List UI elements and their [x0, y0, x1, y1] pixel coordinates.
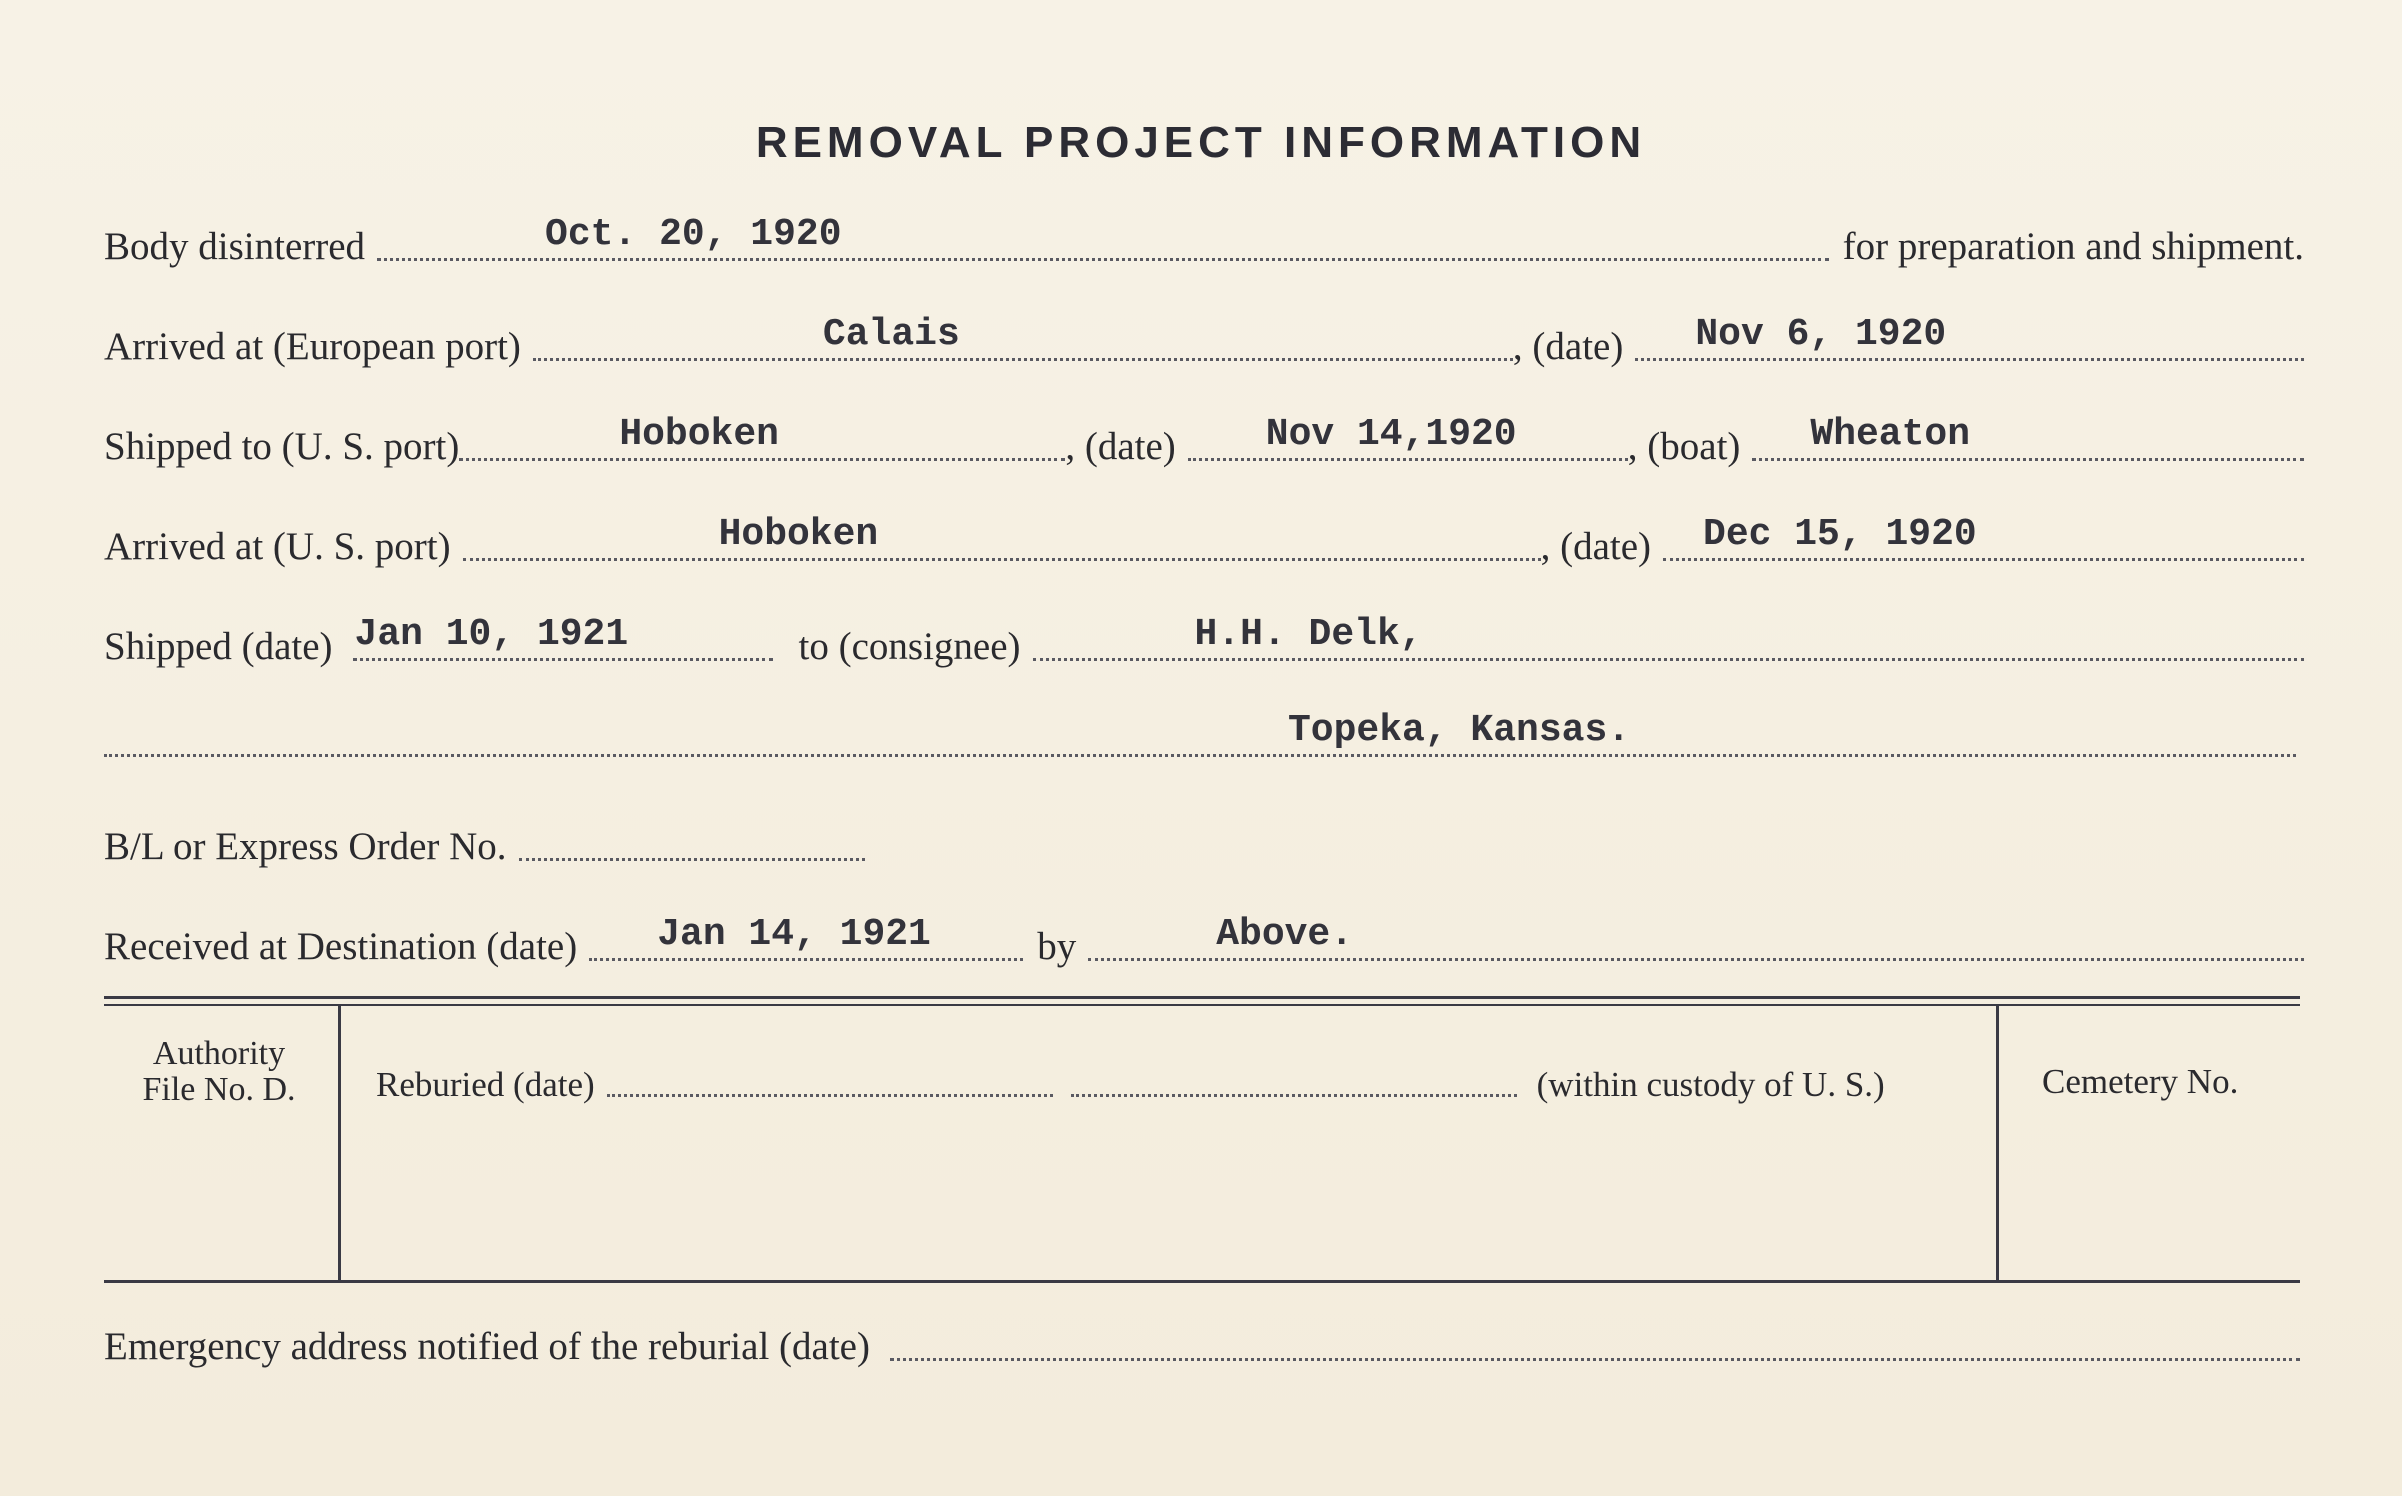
row-shipped: [104, 613, 2304, 669]
reburied-location-field[interactable]: [1071, 1058, 1517, 1097]
row-body-disinterred: [104, 213, 2304, 269]
authority-line-1: Authority: [152, 1035, 286, 1072]
received-by-label: by: [1037, 925, 1077, 968]
emergency-label: Emergency address notified of the reburial (date): [104, 1325, 870, 1368]
shipped-date-value: Jan 10, 1921: [354, 613, 629, 656]
row-arrived-european: [104, 313, 2304, 369]
body-disinterred-value: Oct. 20, 1920: [545, 213, 842, 256]
bl-order-field[interactable]: [519, 822, 865, 861]
shipped-us-port-field[interactable]: [459, 413, 1065, 461]
arrived-european-date-field[interactable]: [1635, 313, 2304, 361]
shipped-us-boat-value: Wheaton: [1810, 413, 1971, 456]
box-top-rule-2: [104, 1004, 2300, 1006]
box-top-rule-1: [104, 996, 2300, 999]
arrived-european-label: Arrived at (European port): [104, 325, 521, 368]
custody-label: (within custody of U. S.): [1536, 1065, 1885, 1104]
consignee-label: to (consignee): [798, 625, 1021, 668]
row-reburied: [376, 1058, 1897, 1105]
row-arrived-us: [104, 513, 2304, 569]
shipped-us-port-value: Hoboken: [619, 413, 779, 456]
shipped-us-label: Shipped to (U. S. port): [104, 425, 460, 468]
received-by-field[interactable]: [1088, 913, 2304, 961]
arrived-european-port-value: Calais: [822, 313, 960, 356]
consignee-value: H.H. Delk,: [1194, 613, 1423, 656]
authority-label: [110, 1036, 328, 1108]
arrived-us-date-label: , (date): [1540, 525, 1652, 568]
reburied-date-field[interactable]: [607, 1058, 1053, 1097]
shipped-date-label: Shipped (date): [104, 625, 333, 668]
card-title: REMOVAL PROJECT INFORMATION: [755, 118, 1647, 167]
reburied-label: Reburied (date): [376, 1065, 595, 1104]
box-bottom-rule: [104, 1280, 2300, 1283]
shipped-us-boat-field[interactable]: [1752, 413, 2304, 461]
row-shipped-us: [104, 413, 2304, 469]
row-emergency: [104, 1322, 2300, 1369]
consignee-address-value: Topeka, Kansas.: [1288, 709, 1631, 752]
body-disinterred-field[interactable]: [377, 213, 1829, 261]
emergency-date-field[interactable]: [890, 1322, 2300, 1361]
box-divider-right: [1996, 1006, 1999, 1282]
arrived-us-label: Arrived at (U. S. port): [104, 525, 451, 568]
cemetery-no-label: Cemetery No.: [2042, 1062, 2239, 1101]
shipped-us-date-value: Nov 14,1920: [1265, 413, 1517, 456]
received-label: Received at Destination (date): [104, 925, 578, 968]
bl-order-label: B/L or Express Order No.: [104, 825, 507, 868]
consignee-field[interactable]: [1033, 613, 2304, 661]
shipped-us-date-field[interactable]: [1188, 413, 1628, 461]
arrived-us-port-field[interactable]: [463, 513, 1541, 561]
arrived-european-date-value: Nov 6, 1920: [1695, 313, 1947, 356]
row-address: [104, 709, 2296, 765]
shipped-date-field[interactable]: [353, 613, 773, 661]
shipped-us-boat-label: , (boat): [1627, 425, 1741, 468]
arrived-us-date-value: Dec 15, 1920: [1703, 513, 1977, 556]
box-divider-left: [338, 1006, 341, 1282]
arrived-european-date-label: , (date): [1512, 325, 1624, 368]
authority-line-2: File No. D.: [142, 1071, 296, 1108]
consignee-address-field[interactable]: [104, 709, 2296, 757]
received-date-field[interactable]: [589, 913, 1023, 961]
shipped-us-date-label: , (date): [1065, 425, 1176, 468]
row-received: [104, 913, 2304, 969]
row-bl-order: [104, 822, 865, 869]
arrived-european-port-field[interactable]: [533, 313, 1513, 361]
body-disinterred-suffix: for preparation and shipment.: [1842, 225, 2304, 268]
body-disinterred-label: Body disinterred: [104, 225, 366, 268]
received-by-value: Above.: [1216, 913, 1354, 956]
arrived-us-date-field[interactable]: [1663, 513, 2304, 561]
arrived-us-port-value: Hoboken: [718, 513, 879, 556]
received-date-value: Jan 14, 1921: [657, 913, 931, 956]
